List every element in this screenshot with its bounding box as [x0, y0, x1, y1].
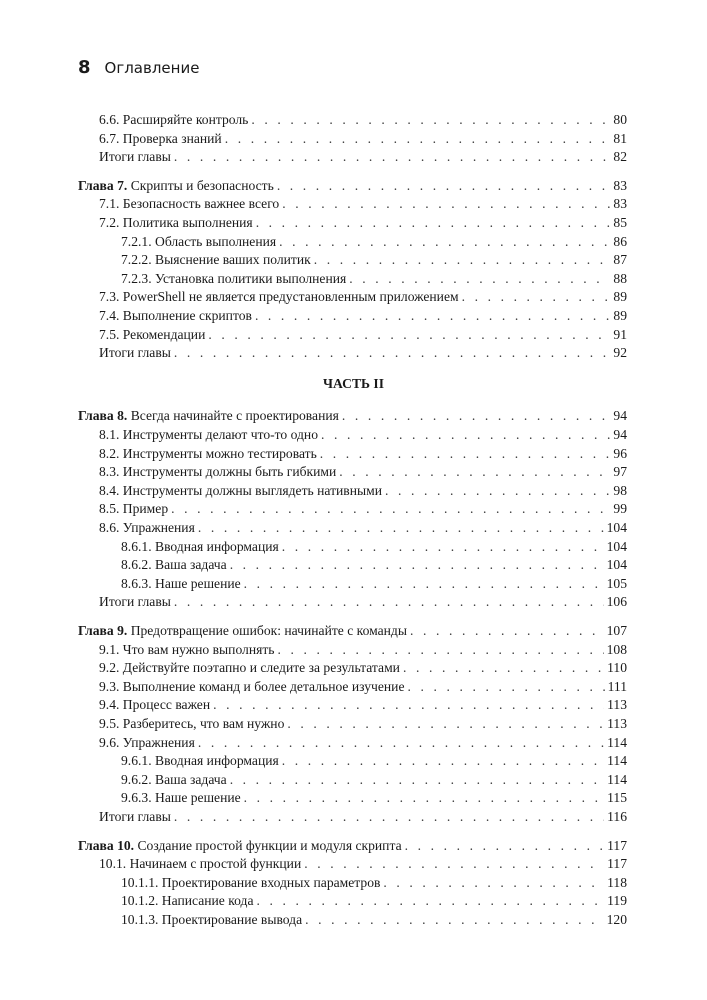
toc-entry-title: Инструменты делают что-то одно	[122, 427, 319, 442]
toc-entry-text	[99, 445, 317, 463]
toc-entry-text	[99, 344, 171, 362]
toc-entry-text	[121, 752, 279, 770]
toc-entry-title: Итоги главы	[99, 149, 171, 165]
dot-leader	[342, 407, 611, 425]
section-number: 8.6.	[99, 520, 120, 535]
section-number: 9.6.2.	[121, 771, 152, 787]
page-header	[78, 57, 199, 78]
toc-entry-title: Упражнения	[122, 520, 195, 535]
toc-page-number: 99	[613, 501, 627, 517]
toc-page-number: 114	[607, 771, 627, 787]
toc-entry-title: Проверка знаний	[122, 130, 222, 146]
toc-entry[interactable]	[99, 500, 627, 518]
toc-page-number: 113	[607, 697, 627, 713]
section-number: 7.4.	[99, 308, 120, 323]
dot-leader	[287, 715, 604, 733]
dot-leader	[244, 575, 604, 593]
page-number: 8	[78, 57, 91, 78]
toc-entry-text	[121, 771, 227, 789]
toc-page-number: 89	[613, 289, 627, 305]
toc-entry[interactable]	[99, 463, 627, 481]
part-title: ЧАСТЬ II	[323, 375, 384, 391]
section-number: 8.4.	[99, 482, 120, 498]
toc-entry-title: Ваша задача	[155, 771, 227, 787]
section-number: 9.6.1.	[121, 753, 152, 769]
section-number: 10.1.1.	[121, 874, 159, 890]
section-number: 9.1.	[99, 641, 120, 657]
chapter-number: Глава 7.	[78, 177, 128, 193]
toc-entry[interactable]	[99, 445, 627, 463]
section-number: 9.2.	[99, 660, 120, 676]
toc-entry-title: Выполнение скриптов	[122, 308, 252, 323]
toc-page-number: 96	[613, 445, 627, 461]
section-number: 8.6.1.	[121, 538, 152, 554]
toc-page-number: 82	[613, 149, 627, 165]
toc-entry[interactable]	[99, 148, 627, 166]
section-number: 6.6.	[99, 112, 120, 127]
dot-leader	[320, 445, 611, 463]
section-number: 7.1.	[99, 196, 120, 212]
toc-entry[interactable]	[99, 519, 627, 537]
dot-leader	[383, 874, 604, 892]
toc-entry-text	[99, 641, 275, 659]
toc-page-number: 88	[613, 270, 627, 286]
toc-page-number: 113	[607, 716, 627, 731]
toc-entry-text	[99, 855, 301, 873]
toc-entry-text	[78, 407, 339, 425]
section-number: 7.2.1.	[121, 233, 152, 249]
toc-entry[interactable]	[121, 911, 627, 929]
section-number: 9.4.	[99, 697, 120, 713]
toc-chapter-entry[interactable]	[78, 407, 627, 425]
toc-entry-text	[99, 214, 253, 232]
toc-entry-text	[121, 270, 346, 288]
dot-leader	[230, 771, 604, 789]
toc-page-number: 104	[606, 520, 627, 535]
section-number: 9.6.3.	[121, 790, 152, 806]
dot-leader	[282, 752, 604, 770]
toc-entry-text	[99, 111, 248, 129]
toc-entry-text	[121, 233, 276, 251]
toc-entry-title: PowerShell не является предустановленным приложением	[122, 289, 459, 305]
toc-entry-title: Проектирование входных параметров	[161, 874, 381, 890]
toc-page-number: 110	[607, 660, 627, 676]
dot-leader	[198, 734, 604, 752]
toc-entry-text	[121, 892, 254, 910]
dot-leader	[174, 593, 604, 611]
dot-leader	[407, 678, 604, 696]
dot-leader	[251, 111, 610, 129]
toc-entry-title: Безопасность важнее всего	[122, 196, 280, 212]
toc-entry[interactable]	[121, 789, 627, 807]
section-number: 9.3.	[99, 678, 120, 694]
toc-entry-title: Наше решение	[155, 790, 241, 806]
toc-page-number: 91	[613, 326, 627, 342]
toc-entry[interactable]	[121, 874, 627, 892]
section-number: 9.6.	[99, 734, 120, 750]
toc-page-number: 120	[606, 912, 627, 927]
toc-page-number: 80	[613, 112, 627, 127]
toc-page-number: 108	[606, 641, 627, 657]
section-number: 10.1.3.	[121, 912, 159, 927]
toc-entry-title: Что вам нужно выполнять	[122, 641, 275, 657]
toc-entry[interactable]	[121, 892, 627, 910]
toc-chapter-entry[interactable]	[78, 837, 627, 855]
toc-page-number: 94	[613, 427, 627, 442]
toc-page-number: 85	[613, 215, 627, 230]
toc-entry-text	[99, 659, 400, 677]
toc-page-number: 104	[606, 538, 627, 554]
toc-entry-title: Итоги главы	[99, 594, 171, 610]
section-number: 9.5.	[99, 716, 120, 731]
section-number: 8.1.	[99, 427, 120, 442]
toc-entry[interactable]	[121, 233, 627, 251]
toc-entry[interactable]	[99, 715, 627, 733]
toc-page-number: 97	[613, 464, 627, 480]
toc-entry-text	[78, 837, 402, 855]
dot-leader	[277, 177, 611, 195]
toc-entry-title: Вводная информация	[155, 538, 279, 554]
toc-entry-text	[99, 734, 195, 752]
toc-entry-title: Действуйте поэтапно и следите за результатами	[122, 660, 400, 676]
toc-entry[interactable]	[99, 855, 627, 873]
toc-page-number: 83	[613, 196, 627, 212]
toc-entry[interactable]	[99, 734, 627, 752]
dot-leader	[213, 696, 604, 714]
toc-entry-title: Всегда начинайте с проектирования	[130, 408, 339, 424]
toc-entry-text	[121, 911, 302, 929]
section-number: 10.1.	[99, 856, 127, 872]
toc-entry-text	[99, 426, 318, 444]
toc-page-number: 107	[606, 623, 627, 638]
toc-page-number: 94	[613, 408, 627, 424]
toc-entry[interactable]	[99, 659, 627, 677]
toc-entry-title: Создание простой функции и модуля скрипта	[137, 837, 402, 853]
toc-entry-title: Выполнение команд и более детальное изучение	[122, 678, 405, 694]
section-number: 8.5.	[99, 501, 120, 517]
toc-entry-text	[78, 622, 407, 640]
toc-entry-title: Установка политики выполнения	[155, 270, 347, 286]
toc-entry[interactable]	[99, 307, 627, 325]
toc-entry-title: Наше решение	[155, 575, 241, 591]
toc-entry[interactable]	[99, 696, 627, 714]
toc-entry-title: Рекомендации	[122, 326, 206, 342]
toc-entry-text	[99, 593, 171, 611]
dot-leader	[255, 307, 610, 325]
toc-entry[interactable]	[99, 288, 627, 306]
toc-page-number: 98	[613, 482, 627, 498]
dot-leader	[208, 326, 610, 344]
dot-leader	[321, 426, 610, 444]
section-number: 8.2.	[99, 445, 120, 461]
dot-leader	[198, 519, 604, 537]
toc-entry-title: Пример	[122, 501, 169, 517]
toc-entry[interactable]	[99, 426, 627, 444]
toc-entry-title: Расширяйте контроль	[122, 112, 249, 127]
toc-entry-title: Упражнения	[122, 734, 195, 750]
toc-page-number: 92	[613, 345, 627, 361]
dot-leader	[244, 789, 604, 807]
toc-page-number: 119	[607, 893, 627, 909]
toc-entry-text	[99, 307, 252, 325]
toc-entry-title: Процесс важен	[122, 697, 211, 713]
toc-entry-title: Итоги главы	[99, 345, 171, 361]
section-number: 8.6.3.	[121, 575, 152, 591]
toc-entry[interactable]	[99, 214, 627, 232]
toc-entry-title: Итоги главы	[99, 809, 171, 824]
toc-entry[interactable]	[99, 130, 627, 148]
toc-entry-text	[78, 177, 274, 195]
section-number: 7.3.	[99, 289, 120, 305]
toc-entry[interactable]	[121, 556, 627, 574]
section-number: 10.1.2.	[121, 893, 159, 909]
section-number: 8.6.2.	[121, 557, 152, 573]
toc-entry-text	[99, 288, 459, 306]
toc-page-number: 115	[607, 790, 627, 806]
dot-leader	[405, 837, 605, 855]
dot-leader	[256, 214, 611, 232]
toc-page-number: 114	[607, 753, 627, 769]
dot-leader	[174, 808, 604, 826]
toc-entry-title: Написание кода	[161, 893, 254, 909]
toc-entry-text	[99, 195, 279, 213]
dot-leader	[279, 233, 610, 251]
toc-entry[interactable]	[121, 752, 627, 770]
toc-entry-title: Ваша задача	[155, 557, 227, 573]
dot-leader	[230, 556, 604, 574]
toc-page-number: 83	[613, 177, 627, 193]
toc-entry-title: Политика выполнения	[122, 215, 253, 230]
dot-leader	[349, 270, 610, 288]
toc-entry[interactable]	[99, 593, 627, 611]
toc-entry[interactable]	[99, 326, 627, 344]
toc-page-number: 104	[606, 557, 627, 573]
toc-entry-text	[99, 326, 205, 344]
toc-page-number: 105	[606, 575, 627, 591]
toc-entry[interactable]	[99, 344, 627, 362]
toc-entry-title: Проектирование вывода	[161, 912, 303, 927]
toc-entry-text	[121, 789, 241, 807]
dot-leader	[314, 251, 611, 269]
chapter-number: Глава 9.	[78, 623, 128, 638]
toc-entry-text	[121, 251, 311, 269]
toc-entry-text	[99, 482, 382, 500]
dot-leader	[282, 195, 610, 213]
dot-leader	[282, 538, 604, 556]
toc-entry-title: Разберитесь, что вам нужно	[122, 716, 285, 731]
toc-entry-text	[99, 678, 404, 696]
toc-entry[interactable]	[99, 641, 627, 659]
toc-entry[interactable]	[121, 575, 627, 593]
dot-leader	[385, 482, 610, 500]
toc-chapter-entry[interactable]	[78, 177, 627, 195]
toc-entry[interactable]	[121, 251, 627, 269]
toc-entry-text	[99, 519, 195, 537]
section-number: 7.2.3.	[121, 270, 152, 286]
toc-page-number: 86	[613, 233, 627, 249]
toc-entry-title: Инструменты должны выглядеть нативными	[122, 482, 383, 498]
dot-leader	[278, 641, 604, 659]
section-number: 6.7.	[99, 130, 120, 146]
dot-leader	[174, 344, 611, 362]
toc-entry-text	[99, 808, 171, 826]
toc-page-number: 118	[607, 874, 627, 890]
toc-entry-text	[99, 463, 336, 481]
toc-entry-title: Инструменты можно тестировать	[122, 445, 317, 461]
toc-entry[interactable]	[99, 111, 627, 129]
dot-leader	[257, 892, 605, 910]
toc-entry[interactable]	[99, 195, 627, 213]
toc-entry[interactable]	[99, 808, 627, 826]
toc-entry[interactable]	[121, 538, 627, 556]
toc-page-number: 87	[613, 252, 627, 268]
section-number: 8.3.	[99, 464, 120, 480]
toc-page-number: 114	[607, 734, 627, 750]
toc-entry-text	[121, 575, 241, 593]
dot-leader	[339, 463, 610, 481]
toc-entry-text	[99, 500, 168, 518]
toc-page-number: 89	[613, 308, 627, 323]
toc-page-number: 116	[607, 809, 627, 824]
section-number: 7.5.	[99, 326, 120, 342]
toc-chapter-entry[interactable]	[78, 622, 627, 640]
toc-entry-text	[121, 538, 279, 556]
dot-leader	[410, 622, 604, 640]
toc-entry-text	[99, 148, 171, 166]
toc-page-number: 117	[607, 856, 627, 872]
toc-page-number: 111	[607, 678, 627, 694]
section-number: 7.2.2.	[121, 252, 152, 268]
section-number: 7.2.	[99, 215, 120, 230]
dot-leader	[305, 911, 603, 929]
dot-leader	[403, 659, 604, 677]
dot-leader	[174, 148, 611, 166]
toc-entry[interactable]	[99, 482, 627, 500]
toc-entry[interactable]	[121, 270, 627, 288]
toc-entry-text	[99, 130, 222, 148]
toc-entry-text	[121, 874, 380, 892]
toc-entry-title: Вводная информация	[155, 753, 279, 769]
toc-entry-title: Начинаем с простой функции	[129, 856, 302, 872]
dot-leader	[225, 130, 611, 148]
toc-entry[interactable]	[121, 771, 627, 789]
toc-entry-text	[99, 715, 284, 733]
toc-page-number: 81	[613, 130, 627, 146]
dot-leader	[171, 500, 610, 518]
dot-leader	[304, 855, 604, 873]
toc-entry-text	[121, 556, 227, 574]
toc-entry-title: Область выполнения	[155, 233, 277, 249]
running-title: Оглавление	[104, 59, 200, 77]
dot-leader	[462, 288, 611, 306]
toc-entry-title: Предотвращение ошибок: начинайте с команды	[130, 623, 407, 638]
chapter-number: Глава 10.	[78, 837, 135, 853]
toc-entry[interactable]	[99, 678, 627, 696]
toc-entry-title: Выяснение ваших политик	[155, 252, 311, 268]
toc-page-number: 117	[607, 837, 627, 853]
toc-entry-text	[99, 696, 210, 714]
toc-entry-title: Инструменты должны быть гибкими	[122, 464, 337, 480]
toc-entry-title: Скрипты и безопасность	[130, 177, 274, 193]
toc-page-number: 106	[606, 594, 627, 610]
chapter-number: Глава 8.	[78, 408, 128, 424]
